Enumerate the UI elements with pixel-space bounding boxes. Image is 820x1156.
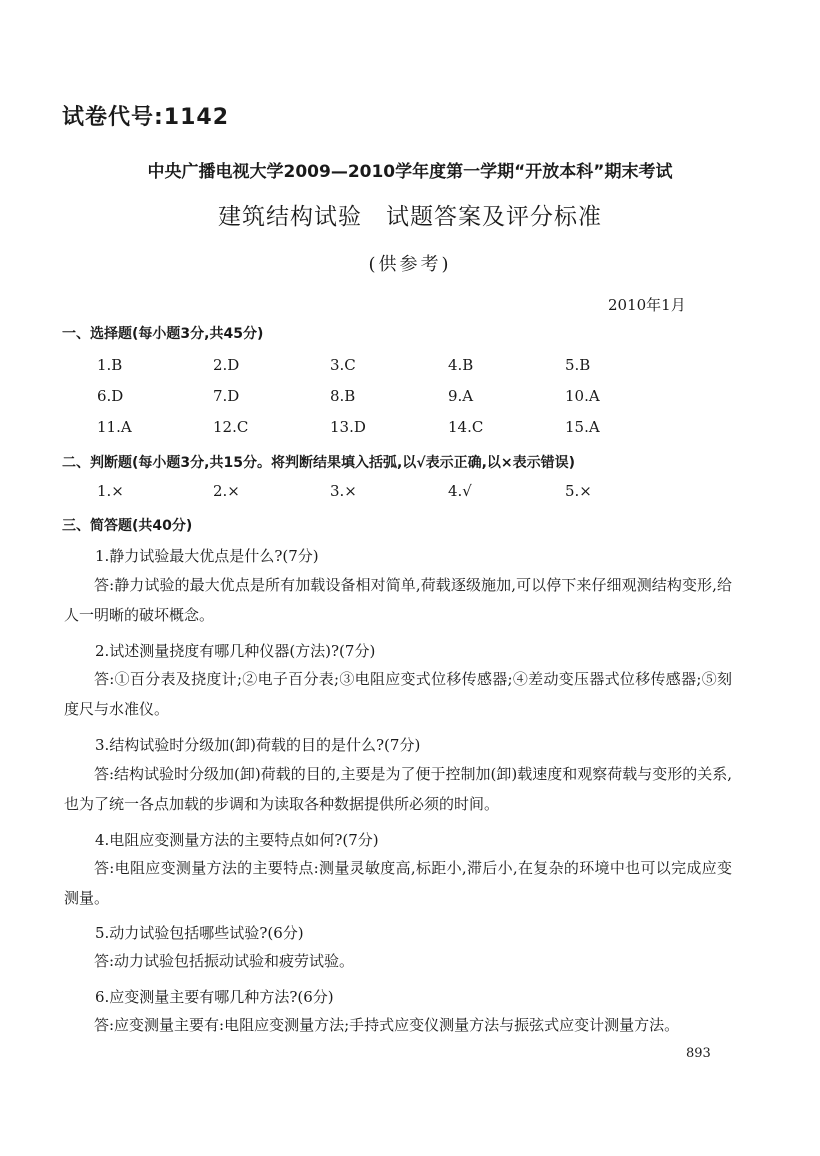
judgement-answer: 5.× — [565, 482, 592, 500]
judgement-answer: 4.√ — [448, 482, 472, 500]
question-text: 6.应变测量主要有哪几种方法?(6分) — [95, 988, 334, 1006]
choice-answer: 6.D — [97, 387, 124, 405]
exam-date: 2010年1月 — [608, 296, 686, 314]
answer-text: 答:动力试验包括振动试验和疲劳试验。 — [94, 952, 355, 970]
choice-answer: 2.D — [213, 356, 240, 374]
page-number: 893 — [686, 1046, 711, 1061]
choice-answer: 8.B — [330, 387, 356, 405]
section-3-heading: 三、简答题(共40分) — [62, 518, 193, 534]
answer-text: 答:应变测量主要有:电阻应变测量方法;手持式应变仪测量方法与振弦式应变计测量方法。 — [94, 1016, 680, 1034]
page-title: 建筑结构试验 试题答案及评分标准 — [218, 204, 602, 230]
question-text: 1.静力试验最大优点是什么?(7分) — [95, 547, 319, 565]
choice-answer: 3.C — [330, 356, 356, 374]
choice-answer: 7.D — [213, 387, 240, 405]
choice-answer: 11.A — [97, 418, 132, 436]
choice-answer: 5.B — [565, 356, 591, 374]
question-text: 5.动力试验包括哪些试验?(6分) — [95, 924, 304, 942]
exam-university-heading: 中央广播电视大学2009—2010学年度第一学期“开放本科”期末考试 — [147, 162, 673, 182]
judgement-answer: 2.× — [213, 482, 240, 500]
choice-answer: 13.D — [330, 418, 366, 436]
choice-answer: 4.B — [448, 356, 474, 374]
reference-note: (供参考) — [368, 254, 452, 275]
answer-text: 答:电阻应变测量方法的主要特点:测量灵敏度高,标距小,滞后小,在复杂的环境中也可以完成应变测量。 — [64, 859, 732, 907]
answer-text: 答:结构试验时分级加(卸)荷载的目的,主要是为了便于控制加(卸)载速度和观察荷载与变形的关系,也为了统一各点加载的步调和为读取各种数据提供所必须的时间。 — [64, 765, 733, 813]
section-2-heading: 二、判断题(每小题3分,共15分。将判断结果填入括弧,以√表示正确,以×表示错误) — [62, 455, 576, 471]
choice-answer: 9.A — [448, 387, 474, 405]
question-text: 4.电阻应变测量方法的主要特点如何?(7分) — [95, 831, 379, 849]
choice-answer: 1.B — [97, 356, 123, 374]
section-1-heading: 一、选择题(每小题3分,共45分) — [62, 326, 264, 342]
answer-text: 答:静力试验的最大优点是所有加载设备相对简单,荷载逐级施加,可以停下来仔细观测结构变形,给人一明晰的破坏概念。 — [64, 576, 732, 624]
choice-answer: 15.A — [565, 418, 600, 436]
question-text: 3.结构试验时分级加(卸)荷载的目的是什么?(7分) — [95, 736, 421, 754]
answer-text: 答:①百分表及挠度计;②电子百分表;③电阻应变式位移传感器;④差动变压器式位移传感器;⑤刻度尺与水准仪。 — [64, 670, 732, 718]
question-text: 2.试述测量挠度有哪几种仪器(方法)?(7分) — [95, 642, 376, 660]
judgement-answer: 3.× — [330, 482, 357, 500]
choice-answer: 12.C — [213, 418, 249, 436]
judgement-answer: 1.× — [97, 482, 124, 500]
choice-answer: 14.C — [448, 418, 484, 436]
choice-answer: 10.A — [565, 387, 600, 405]
exam-code: 试卷代号:1142 — [62, 105, 230, 130]
